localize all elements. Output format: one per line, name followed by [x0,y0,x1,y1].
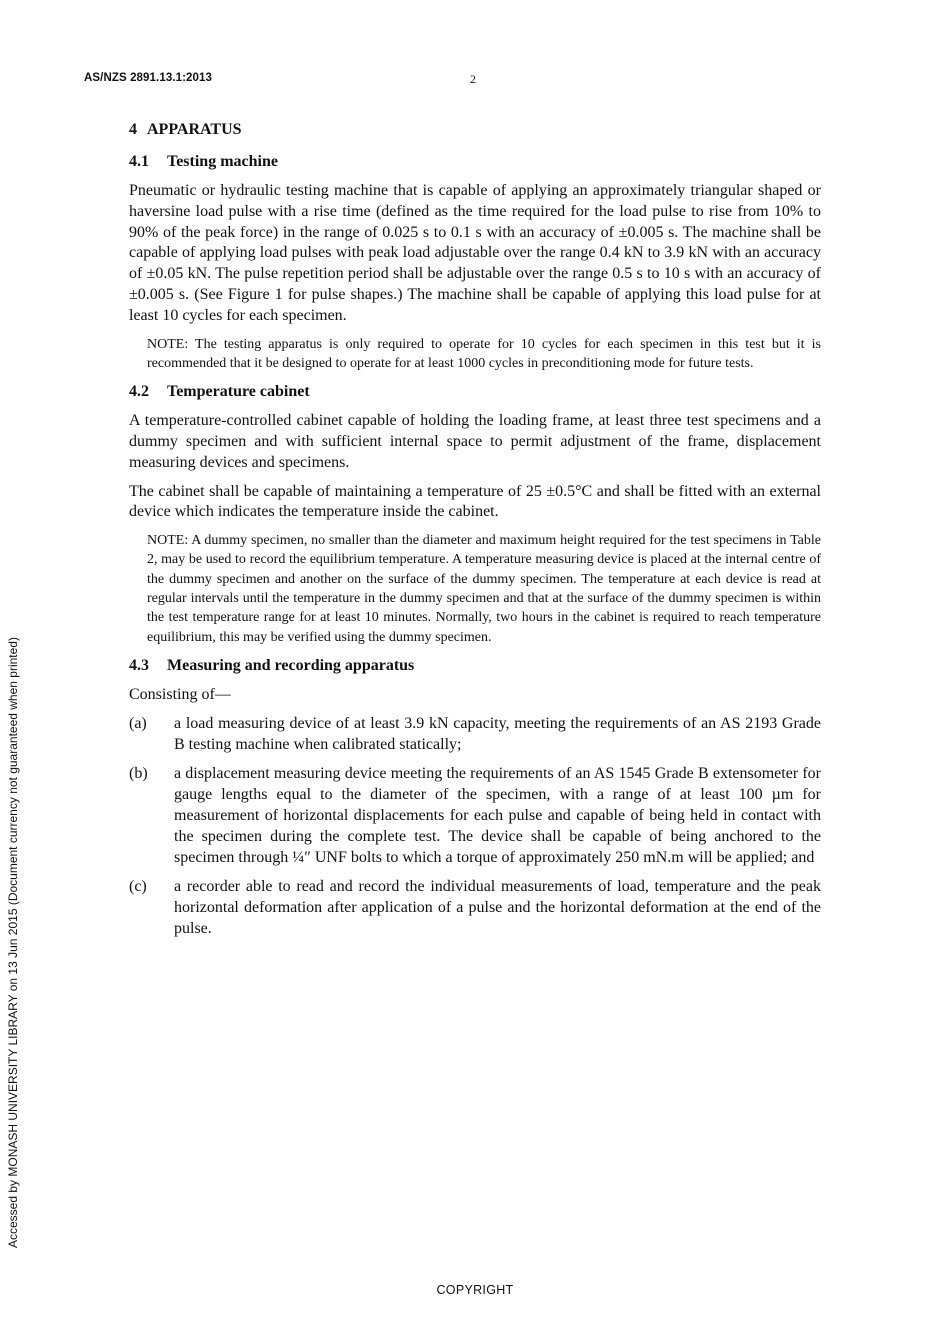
subsection-number: 4.3 [129,656,149,674]
subsection-heading-measuring-apparatus [129,655,821,677]
section-title: APPARATUS [147,121,242,138]
temperature-cabinet-note: NOTE: A dummy specimen, no smaller than the diameter and maximum height required for the test specimens in Table 2, may be used to record the equilibrium temperature. A temperature measuring device is placed at the internal centre of the dummy specimen and another on the surface of the dummy specimen. The temperature at each device is read at regular intervals until the temperature in the dummy specimen and that at the surface of the dummy specimen is within the test temperature range for at least 10 minutes. Normally, two hours in the cabinet is required to reach temperature equilibrium, this may be verified using the dummy specimen. [147,533,821,645]
document-id: AS/NZS 2891.13.1:2013 [84,72,213,84]
list-item-text: a load measuring device of at least 3.9 kN capacity, meeting the requirements of an AS 2193 Grade B testing machine when calibrated statically; [174,714,821,753]
list-item-text: a displacement measuring device meeting the requirements of an AS 1545 Grade B extensometer for gauge lengths equal to the diameter of the specimen, with a range of at least 100 µm for measurement of horizontal displacements for each pulse and capable of being held in contact with the specimen during the complete test. The device shall be capable of being anchored to the specimen through ¼″ UNF bolts to which a torque of approximately 250 mN.m will be applied; and [174,765,821,866]
list-item-label: (b) [129,765,148,783]
list-item [129,714,821,756]
list-item [129,764,821,868]
temperature-cabinet-paragraph-1: A temperature-controlled cabinet capable of holding the loading frame, at least three test specimens and a dummy specimen and with sufficient internal space to permit adjustment of the frame, displacement measuring devices and specimens. [129,412,821,471]
list-item [129,877,821,939]
subsection-title: Temperature cabinet [167,383,310,401]
document-body [129,119,821,949]
section-heading-apparatus [129,119,821,141]
subsection-number: 4.2 [129,383,149,401]
list-item-label: (a) [129,714,147,732]
subsection-number: 4.1 [129,153,149,170]
list-item-text: a recorder able to read and record the individual measurements of load, temperature and the peak horizontal deformation after application of a pulse and the horizontal deformation at the end of the pulse. [174,878,821,937]
page-number: 2 [470,72,476,86]
subsection-title: Testing machine [167,153,278,170]
list-item-label: (c) [129,878,147,896]
section-number: 4 [129,121,137,138]
testing-machine-note: NOTE: The testing apparatus is only required to operate for 10 cycles for each specimen in this test but it is recommended that it be designed to operate for at least 1000 cycles in preconditioning mode for future tests. [147,336,821,371]
subsection-heading-testing-machine [129,151,821,173]
temperature-cabinet-paragraph-2: The cabinet shall be capable of maintaining a temperature of 25 ±0.5°C and shall be fitted with an external device which indicates the temperature inside the cabinet. [129,482,821,521]
copyright-footer: COPYRIGHT [436,1283,514,1297]
testing-machine-paragraph: Pneumatic or hydraulic testing machine that is capable of applying an approximately triangular shaped or haversine load pulse with a rise time (defined as the time required for the load pulse to rise from 10% to 90% of the peak force) in the range of 0.025 s to 0.1 s with an accuracy of ±0.005 s. The machine shall be capable of applying load pulses with peak load adjustable over the range 0.4 kN to 3.9 kN with an accuracy of ±0.05 kN. The pulse repetition period shall be adjustable over the range 0.5 s to 10 s with an accuracy of ±0.005 s. (See Figure 1 for pulse shapes.) The machine shall be capable of applying this load pulse for at least 10 cycles for each specimen. [129,182,821,324]
subsection-heading-temperature-cabinet [129,381,821,403]
apparatus-list [129,714,821,940]
access-watermark: Accessed by MONASH UNIVERSITY LIBRARY on 13 Jun 2015 (Document currency not guaranteed when printed) [6,637,20,1248]
measuring-apparatus-intro: Consisting of— [129,685,231,703]
subsection-title: Measuring and recording apparatus [167,656,415,674]
page-header [84,72,866,88]
